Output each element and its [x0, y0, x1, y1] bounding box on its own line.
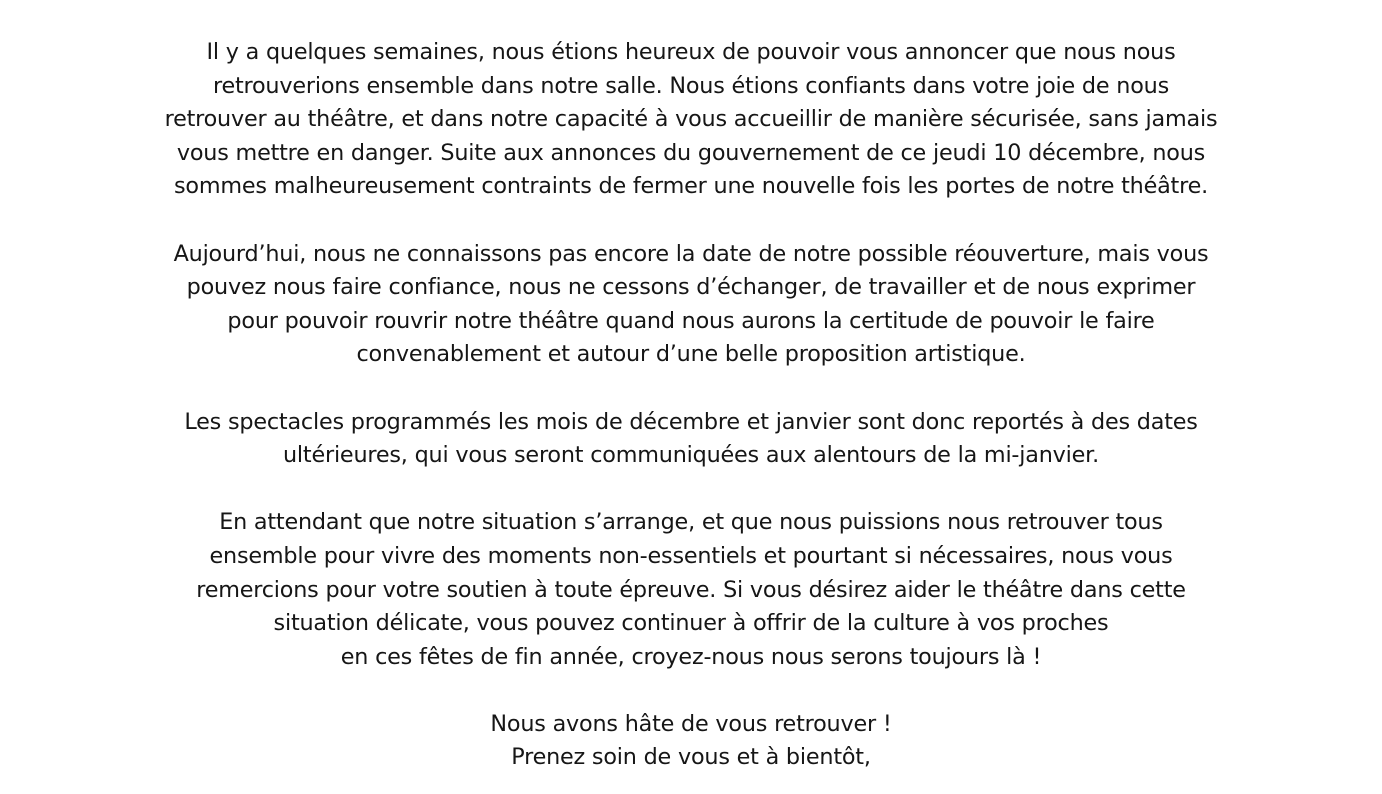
text-line: retrouver au théâtre, et dans notre capacité à vous accueillir de manière sécurisée, sans jamais: [164, 106, 1218, 133]
text-line: Aujourd’hui, nous ne connaissons pas encore la date de notre possible réouverture, mais vous: [173, 240, 1209, 267]
text-line: sommes malheureusement contraints de fermer une nouvelle fois les portes de notre théâtre.: [174, 173, 1208, 200]
text-line: convenablement et autour d’une belle proposition artistique.: [356, 341, 1026, 368]
paragraph-closure-announcement: [0, 36, 1382, 204]
paragraph-postponed-shows: [0, 406, 1382, 473]
text-line: pouvez nous faire confiance, nous ne cessons d’échanger, de travailler et de nous exprimer: [186, 274, 1196, 301]
text-line: en ces fêtes de fin année, croyez-nous nous serons toujours là !: [340, 643, 1042, 670]
text-line: Prenez soin de vous et à bientôt,: [511, 744, 871, 771]
text-line: En attendant que notre situation s’arrange, et que nous puissions nous retrouver tous: [219, 509, 1163, 536]
text-line: pour pouvoir rouvrir notre théâtre quand nous aurons la certitude de pouvoir le faire: [227, 307, 1155, 334]
text-line: remercions pour votre soutien à toute épreuve. Si vous désirez aider le théâtre dans cette: [196, 576, 1186, 603]
text-line: ultérieures, qui vous seront communiquées aux alentours de la mi-janvier.: [282, 442, 1099, 469]
text-line: Il y a quelques semaines, nous étions heureux de pouvoir vous annoncer que nous nous: [206, 39, 1176, 65]
closing-remarks: [0, 708, 1382, 775]
paragraph-support: [0, 506, 1382, 674]
text-line: vous mettre en danger. Suite aux annonces du gouvernement de ce jeudi 10 décembre, nous: [176, 139, 1206, 166]
text-line: situation délicate, vous pouvez continuer à offrir de la culture à vos proches: [273, 610, 1109, 637]
text-line: ensemble pour vivre des moments non-essentiels et pourtant si nécessaires, nous vous: [209, 542, 1173, 569]
paragraph-reopening: [0, 238, 1382, 372]
text-line: retrouverions ensemble dans notre salle. Nous étions confiants dans votre joie de nous: [212, 72, 1170, 99]
text-line: Nous avons hâte de vous retrouver !: [490, 710, 892, 737]
text-line: Les spectacles programmés les mois de décembre et janvier sont donc reportés à des dates: [184, 408, 1198, 435]
